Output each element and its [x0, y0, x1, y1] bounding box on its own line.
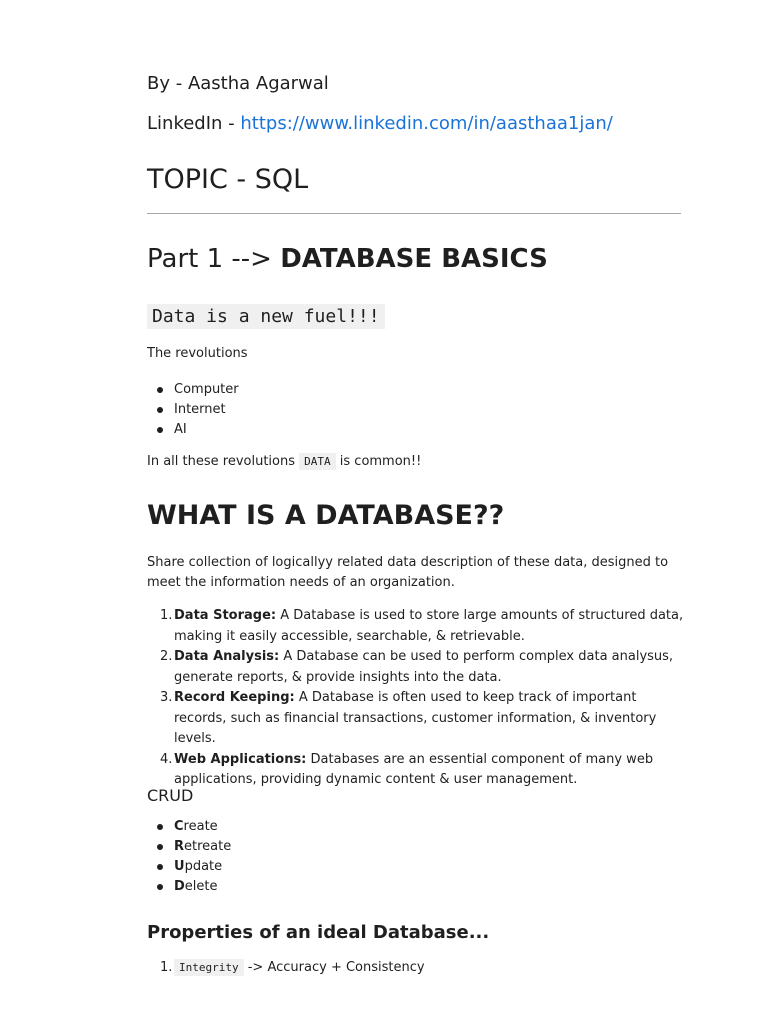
crud-letter: U — [174, 859, 185, 874]
list-text: A Database is used to store large amounts of structured data, making it easily accessible, searchable, & retrievable. — [174, 608, 684, 644]
list-item: AI — [147, 420, 239, 440]
what-is-database-heading: WHAT IS A DATABASE?? — [147, 500, 505, 531]
linkedin-line — [147, 113, 613, 134]
part-heading — [147, 244, 548, 274]
part-title: DATABASE BASICS — [280, 244, 548, 274]
list-number: 4. — [160, 751, 173, 767]
revolutions-intro: The revolutions — [147, 346, 248, 361]
list-number: 3. — [160, 690, 173, 705]
common-sentence — [147, 454, 421, 469]
list-item — [147, 817, 231, 837]
crud-letter: R — [174, 839, 185, 854]
database-description: Share collection of logicallyy related data description of these data, designed to meet the information needs of an organization. — [147, 555, 669, 590]
list-text: -> Accuracy + Consistency — [243, 960, 425, 975]
list-number: 1. — [160, 608, 173, 623]
list-number: 2. — [160, 649, 173, 664]
list-text: A Database is often used to keep track of important records, such as financial transactions, customer information, & inventory levels. — [174, 690, 657, 746]
crud-rest: etreate — [184, 839, 232, 854]
list-item — [147, 837, 231, 857]
list-item — [147, 877, 231, 897]
properties-heading: Properties of an ideal Database... — [147, 922, 490, 943]
list-item — [147, 647, 687, 688]
list-text: Databases are an essential component of many web applications, providing dynamic content & user management. — [174, 751, 654, 787]
crud-list — [147, 817, 231, 897]
list-term: Data Analysis: — [174, 649, 280, 664]
common-text-after: is common!! — [335, 454, 422, 469]
list-text: A Database can be used to perform complex data analysus, generate reports, & provide insights into the data. — [174, 649, 674, 685]
list-term: Web Applications: — [174, 751, 307, 767]
list-item — [147, 750, 687, 791]
crud-heading: CRUD — [147, 786, 194, 805]
part-prefix: Part 1 --> — [147, 244, 281, 274]
crud-letter: D — [174, 879, 185, 894]
database-uses-list — [147, 606, 687, 791]
list-item: Computer — [147, 380, 239, 400]
common-text-before: In all these revolutions — [147, 454, 300, 469]
list-item — [147, 606, 687, 647]
crud-letter: C — [174, 819, 184, 834]
revolutions-list — [147, 380, 239, 440]
horizontal-divider — [147, 213, 681, 214]
crud-rest: elete — [184, 879, 218, 894]
list-item — [147, 958, 687, 979]
linkedin-label: LinkedIn - — [147, 113, 241, 134]
list-number: 1. — [160, 960, 173, 975]
data-inline-code: DATA — [299, 453, 336, 470]
crud-rest: reate — [183, 819, 218, 834]
list-term: Data Storage: — [174, 608, 277, 623]
list-item: Internet — [147, 400, 239, 420]
list-item — [147, 688, 687, 750]
crud-rest: pdate — [184, 859, 223, 874]
topic-heading: TOPIC - SQL — [147, 164, 309, 195]
list-term: Record Keeping: — [174, 690, 295, 705]
author-line: By - Aastha Agarwal — [147, 73, 329, 94]
linkedin-link[interactable]: https://www.linkedin.com/in/aasthaa1jan/ — [240, 113, 613, 134]
list-item — [147, 857, 231, 877]
fuel-code-block: Data is a new fuel!!! — [147, 304, 385, 329]
integrity-inline-code: Integrity — [174, 959, 244, 976]
properties-list — [147, 958, 687, 979]
